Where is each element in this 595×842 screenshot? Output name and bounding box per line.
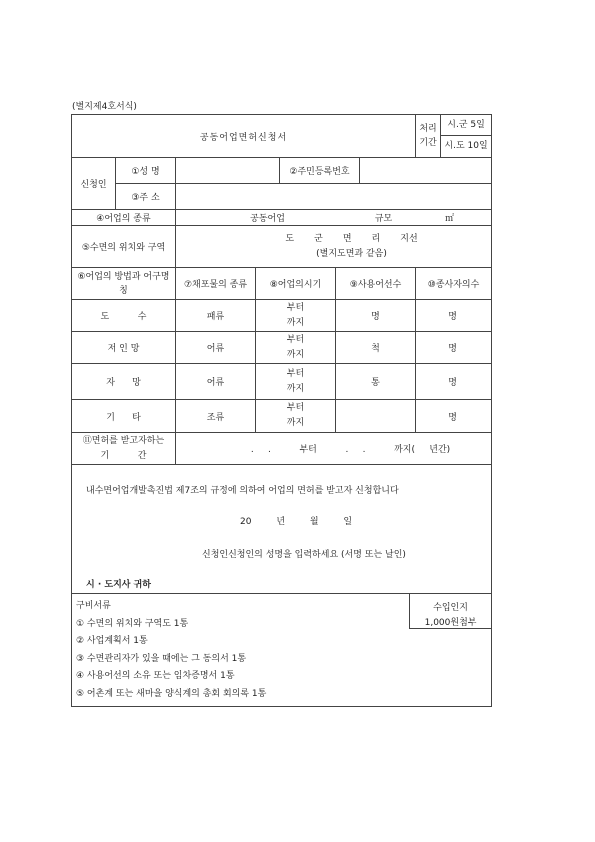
statement-text: 내수면어업개발촉진법 제7조의 규정에 의하여 어업의 면허를 받고자 신청합니다 [86, 486, 399, 496]
method-row [72, 364, 492, 400]
rrn-field[interactable] [360, 158, 492, 184]
method-row [72, 400, 492, 433]
applicant-label: 신청인 [72, 158, 116, 210]
statement-date: 20 년 월 일 [240, 517, 353, 527]
season-header: ⑧어업의시기 [256, 268, 336, 300]
address-label: ③주 소 [116, 184, 176, 210]
document-item: ① 수면의 위치와 구역도 1통 [76, 619, 189, 629]
method-catch: 조류 [176, 400, 256, 433]
period-gun: 시.군 5일 [441, 115, 491, 136]
license-period-field[interactable]: . . 부터 . . 까지( 년간) [176, 433, 492, 465]
fishery-type-label: ④어업의 종류 [72, 210, 176, 226]
method-season[interactable]: 부터 까지 [256, 400, 336, 433]
method-name: 기 타 [72, 400, 176, 433]
statement-section [72, 465, 492, 594]
rrn-label: ②주민등록번호 [280, 158, 360, 184]
license-period-label: ⑪면허를 받고자하는 기 간 [72, 433, 176, 465]
vessels-header: ⑨사용어선수 [336, 268, 416, 300]
fishery-type-value: 공동어업 [250, 214, 285, 224]
name-field[interactable] [176, 158, 280, 184]
method-vessels[interactable]: 척 [336, 332, 416, 364]
method-catch: 어류 [176, 332, 256, 364]
location-line-2: (별지도면과 같음) [316, 248, 387, 259]
stamp-fee: 1,000원첨부 [424, 618, 477, 628]
workers-header: ⑩종사자의수 [416, 268, 492, 300]
revenue-stamp-box [409, 594, 491, 629]
form-number: (별지제4호서식) [72, 102, 137, 112]
method-workers[interactable]: 명 [416, 400, 492, 433]
processing-period-values [441, 115, 492, 158]
form-title: 공동어업면허신청서 [72, 115, 416, 158]
method-season[interactable]: 부터 까지 [256, 364, 336, 400]
method-workers[interactable]: 명 [416, 364, 492, 400]
period-do: 시.도 10일 [444, 141, 488, 151]
addressee: 시 · 도지사 귀하 [86, 580, 151, 590]
application-form [71, 114, 492, 707]
method-name: 저 인 망 [72, 332, 176, 364]
location-label: ⑤수면의 위치와 구역 [72, 226, 176, 268]
applicant-signature[interactable]: 신청인신청인의 성명을 입력하세요 (서명 또는 날인) [202, 550, 406, 560]
method-header: ⑥어업의 방법과 어구명칭 [72, 268, 176, 300]
stamp-label: 수입인지 [433, 603, 468, 613]
scale-unit: ㎡ [445, 214, 455, 224]
documents-title: 구비서류 [76, 601, 111, 611]
method-catch: 어류 [176, 364, 256, 400]
method-vessels[interactable] [336, 400, 416, 433]
fishery-type-field[interactable] [176, 210, 492, 226]
documents-section [72, 594, 492, 707]
document-item: ③ 수면관리자가 있을 때에는 그 동의서 1통 [76, 653, 247, 664]
method-row [72, 332, 492, 364]
document-item: ④ 사용어선의 소유 또는 임차증명서 1통 [76, 671, 235, 682]
method-season[interactable]: 부터 까지 [256, 332, 336, 364]
catch-header: ⑦채포물의 종류 [176, 268, 256, 300]
method-workers[interactable]: 명 [416, 300, 492, 332]
name-label: ①성 명 [116, 158, 176, 184]
processing-period-label: 처리 기간 [416, 115, 441, 158]
location-field[interactable] [176, 226, 492, 268]
method-workers[interactable]: 명 [416, 332, 492, 364]
address-field[interactable] [176, 184, 492, 210]
documents-list [76, 616, 266, 703]
method-row [72, 300, 492, 332]
location-line-1: 도 군 면 리 지선 [285, 233, 418, 244]
method-name: 도 수 [72, 300, 176, 332]
document-item: ② 사업계획서 1통 [76, 636, 148, 647]
method-catch: 패류 [176, 300, 256, 332]
method-vessels[interactable]: 명 [336, 300, 416, 332]
document-item: ⑤ 어촌계 또는 새마을 양식계의 총회 회의록 1통 [76, 688, 267, 699]
method-season[interactable]: 부터 까지 [256, 300, 336, 332]
method-vessels[interactable]: 통 [336, 364, 416, 400]
scale-label: 규모 [374, 214, 393, 224]
method-name: 자 망 [72, 364, 176, 400]
